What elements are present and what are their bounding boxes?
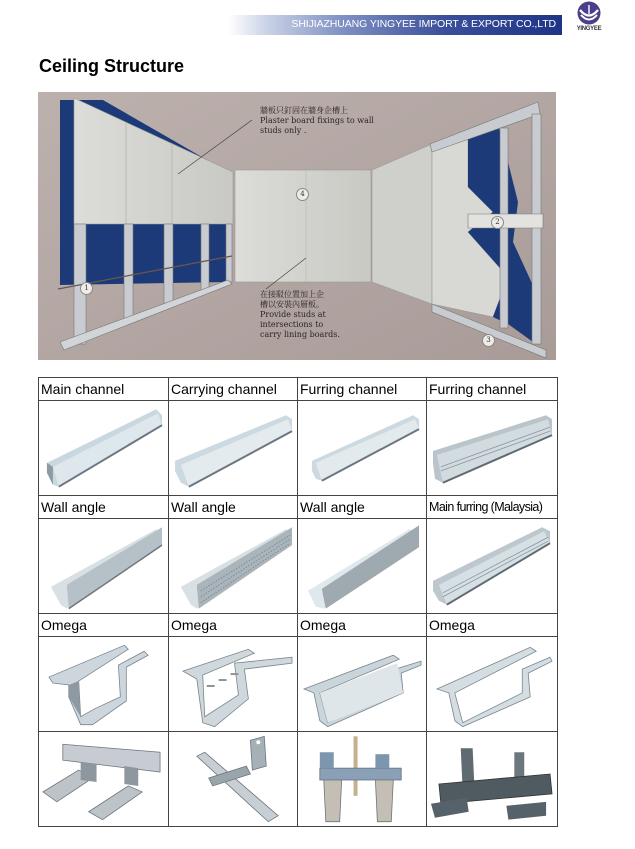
furring-channel-photo xyxy=(298,401,427,496)
dark-bracket-assembly-photo xyxy=(427,732,558,827)
product-table xyxy=(38,377,558,827)
table-image-row xyxy=(39,732,558,827)
callout-provide-studs xyxy=(260,290,340,340)
callout-top-en-2: studs only . xyxy=(260,126,307,135)
wall-angle-photo xyxy=(39,519,169,614)
label-omega-2: Omega xyxy=(169,614,298,637)
hanger-bracket-assembly-photo xyxy=(169,732,298,827)
label-omega-3: Omega xyxy=(298,614,427,637)
main-furring-malaysia-photo xyxy=(427,519,558,614)
table-image-row xyxy=(39,637,558,732)
callout-plaster-board xyxy=(260,106,374,136)
main-channel-photo xyxy=(39,401,169,496)
omega-photo xyxy=(39,637,169,732)
marker-1: 1 xyxy=(80,282,93,295)
label-main-furring-malaysia: Main furring (Malaysia) xyxy=(427,496,558,519)
label-furring-channel: Furring channel xyxy=(298,378,427,401)
callout-top-cn: 牆板只釘固在牆身企槽上 xyxy=(260,106,348,115)
label-carrying-channel: Carrying channel xyxy=(169,378,298,401)
omega-slotted-photo xyxy=(169,637,298,732)
omega-wide-photo xyxy=(298,637,427,732)
label-wall-angle-3: Wall angle xyxy=(298,496,427,519)
callout-bottom-en-2: intersections to xyxy=(260,320,324,329)
header-bar xyxy=(228,15,562,35)
label-wall-angle-2: Wall angle xyxy=(169,496,298,519)
marker-2: 2 xyxy=(491,216,504,229)
logo-icon xyxy=(570,1,608,27)
marker-4: 4 xyxy=(296,188,309,201)
table-label-row xyxy=(39,614,558,637)
callout-bottom-en-1: Provide studs at xyxy=(260,310,326,319)
callout-top-en-1: Plaster board fixings to wall xyxy=(260,116,374,125)
company-logo xyxy=(570,1,608,35)
suspension-assembly-photo xyxy=(298,732,427,827)
carrying-channel-photo xyxy=(169,401,298,496)
table-image-row xyxy=(39,519,558,614)
page-title: Ceiling Structure xyxy=(39,56,185,76)
label-furring-channel-2: Furring channel xyxy=(427,378,558,401)
ceiling-structure-diagram xyxy=(38,92,556,360)
logo-text: YINGYEE xyxy=(576,26,602,32)
label-omega: Omega xyxy=(39,614,169,637)
wall-angle-perforated-photo xyxy=(169,519,298,614)
table-label-row xyxy=(39,378,558,401)
channel-clip-assembly-photo xyxy=(39,732,169,827)
label-omega-4: Omega xyxy=(427,614,558,637)
callout-bottom-cn-2: 槽以安裝內層板。 xyxy=(260,300,324,309)
table-image-row xyxy=(39,401,558,496)
wall-angle-plain-photo xyxy=(298,519,427,614)
marker-3: 3 xyxy=(482,334,495,347)
company-name: SHIJIAZHUANG YINGYEE IMPORT & EXPORT CO.,LTD xyxy=(291,18,556,30)
furring-channel-perforated-photo xyxy=(427,401,558,496)
callout-bottom-en-3: carry lining boards. xyxy=(260,330,340,339)
label-wall-angle: Wall angle xyxy=(39,496,169,519)
callout-bottom-cn-1: 在接駁位置加上企 xyxy=(260,290,324,299)
label-main-channel: Main channel xyxy=(39,378,169,401)
table-label-row xyxy=(39,496,558,519)
omega-shallow-photo xyxy=(427,637,558,732)
